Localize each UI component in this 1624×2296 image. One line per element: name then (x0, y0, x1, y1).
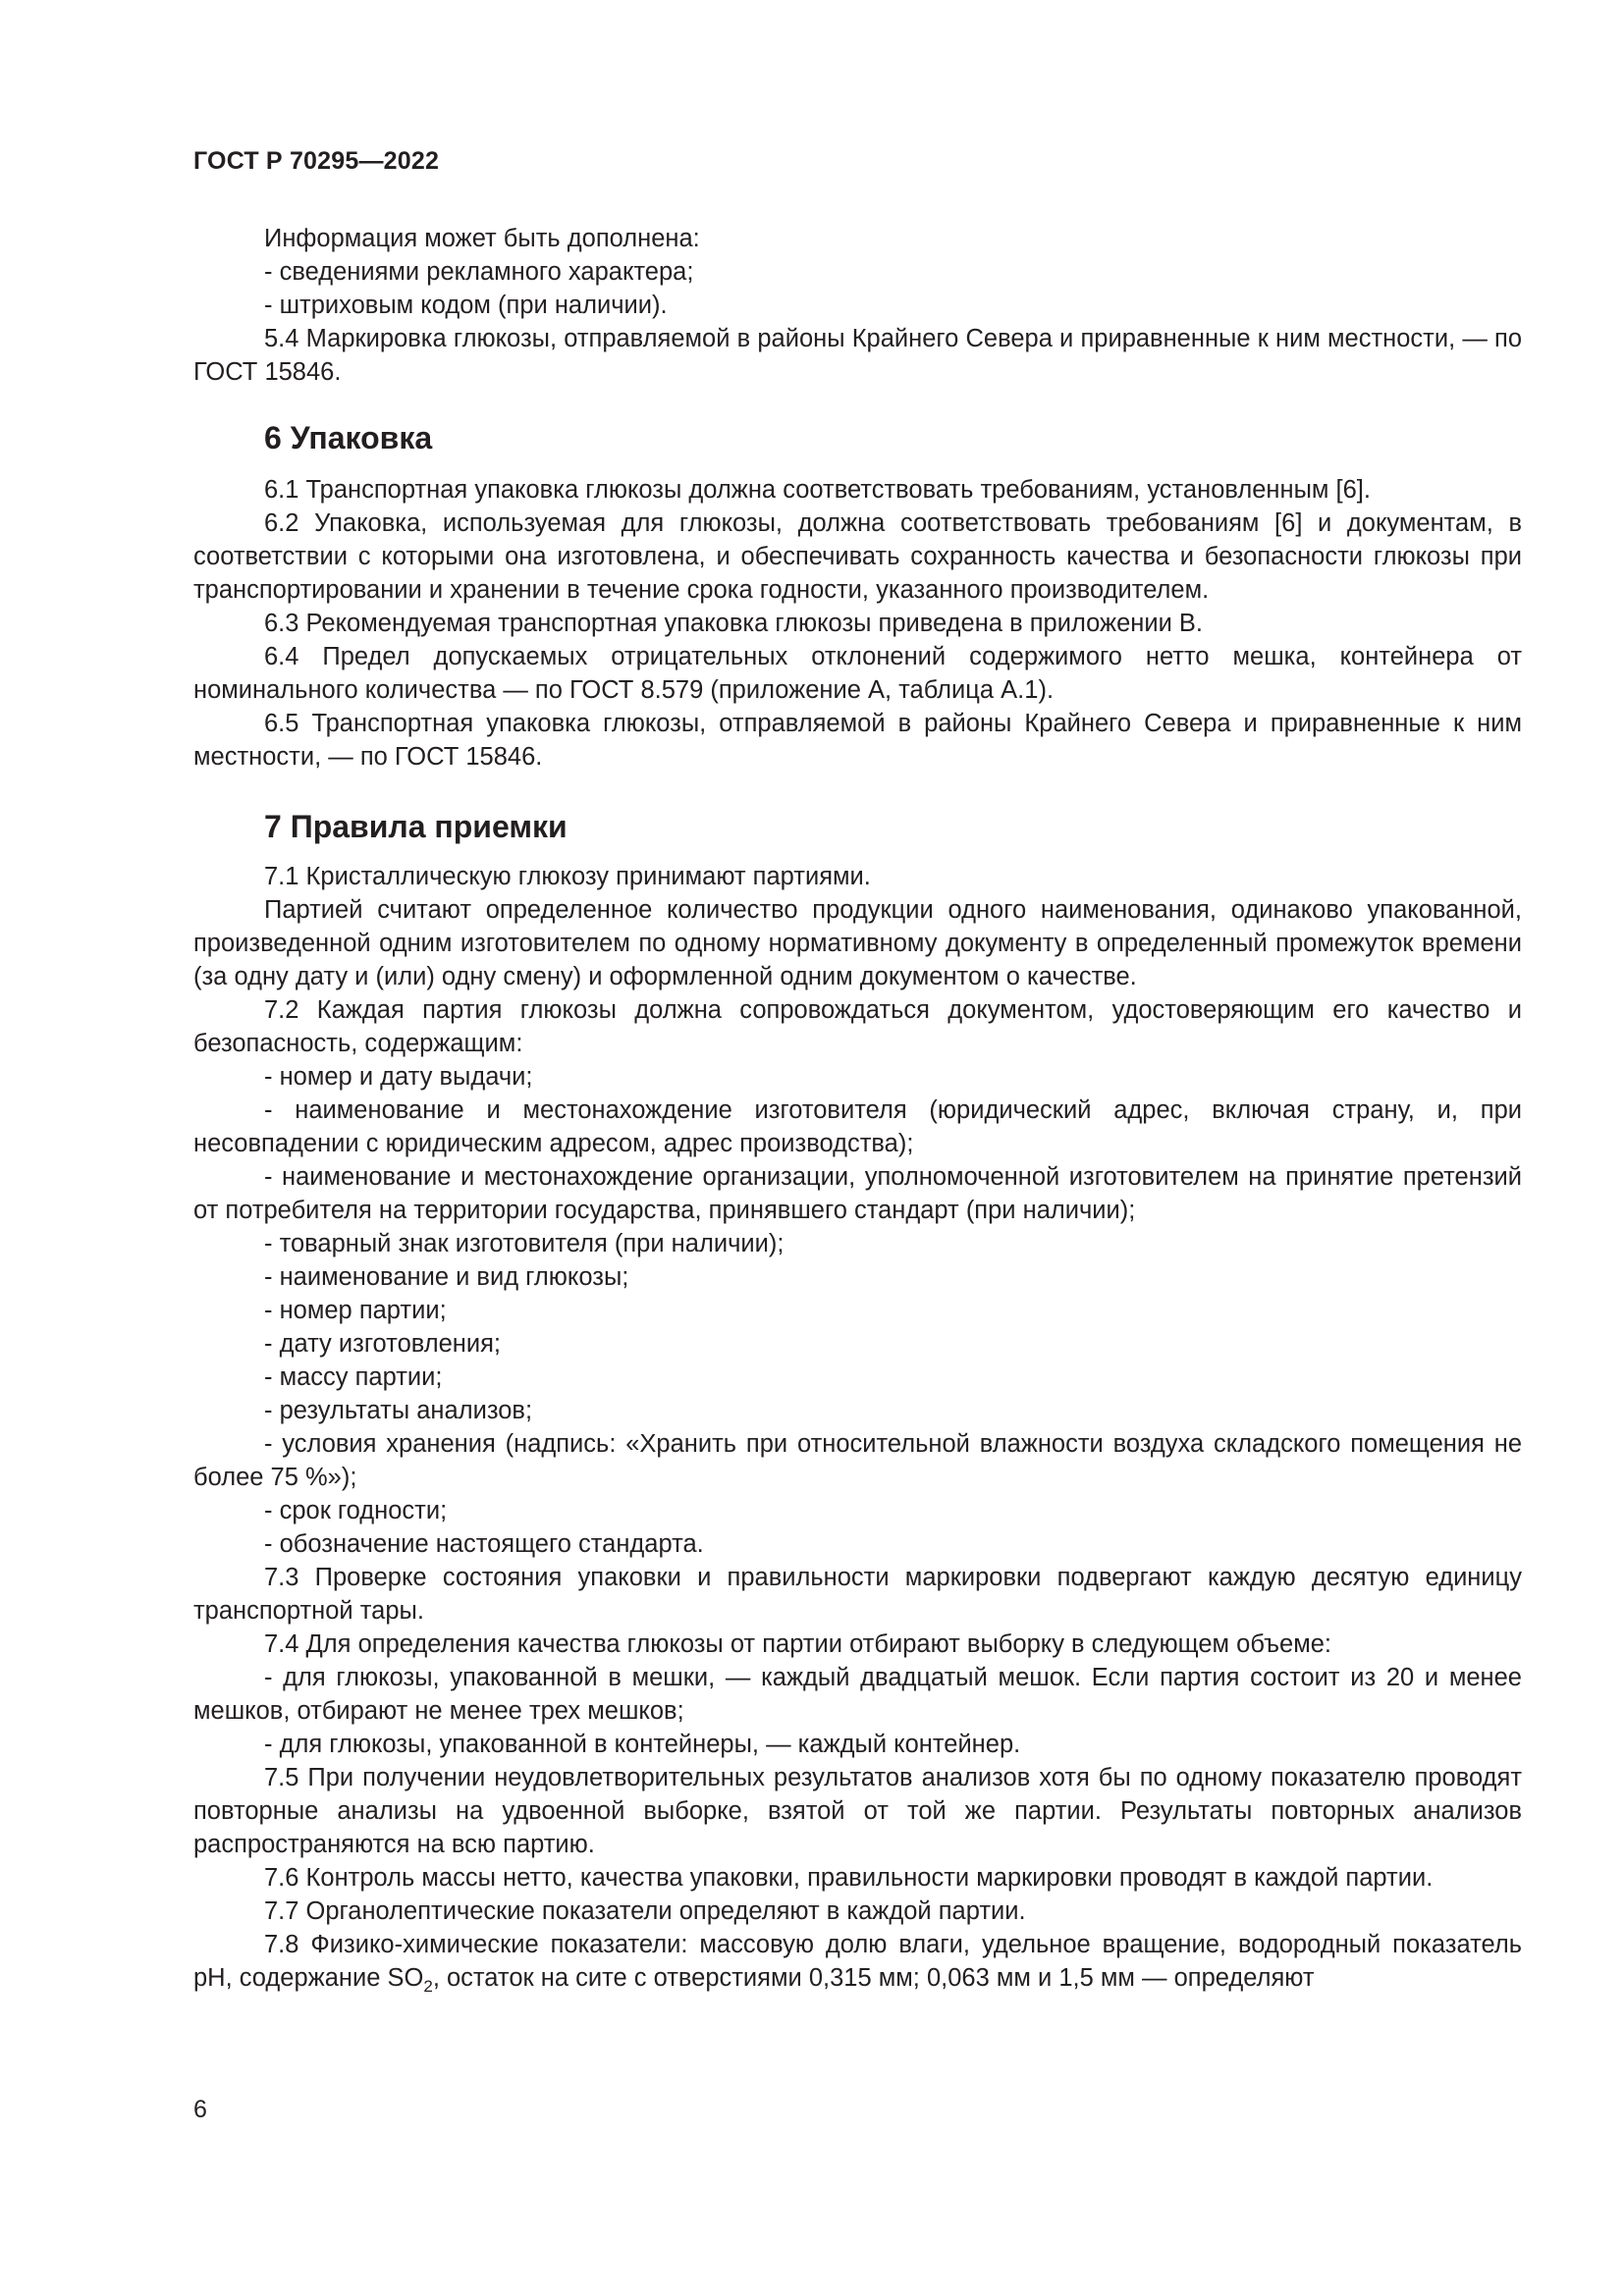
subscript: 2 (423, 1977, 433, 1996)
list-item: - дату изготовления; (264, 1330, 501, 1358)
paragraph: Партией считают определенное количество продукции одного наименования, одинаково упакованной, произведенной одним изготовителем по одному нормативному документу в определенный промежуток времени (за одну дату и (или) одну смену) и оформленной одним документом о качестве. (193, 896, 1522, 990)
paragraph: 7.4 Для определения качества глюкозы от партии отбирают выборку в следующем объеме: (264, 1630, 1332, 1658)
list-item: - обозначение настоящего стандарта. (264, 1530, 704, 1558)
section-6-heading: 6 Упаковка (264, 420, 433, 455)
list-item: - штриховым кодом (при наличии). (264, 292, 668, 319)
paragraph-text: , остаток на сите с отверстиями 0,315 мм; 0,063 мм и 1,5 мм — определяют (432, 1964, 1315, 1992)
list-item: - сведениями рекламного характера; (264, 258, 694, 286)
list-item: - для глюкозы, упакованной в мешки, — каждый двадцатый мешок. Если партия состоит из 20 и менее мешков, отбирают не менее трех мешков; (193, 1664, 1522, 1725)
paragraph-text: 7.8 Физико-химические показатели: массовую долю влаги, удельное вращение, водородный показатель pH, содержание SO (193, 1931, 1522, 1992)
list-item: - номер и дату выдачи; (264, 1063, 533, 1091)
list-item: - срок годности; (264, 1497, 448, 1524)
paragraph: 7.1 Кристаллическую глюкозу принимают партиями. (264, 863, 871, 890)
paragraph: 7.5 При получении неудовлетворительных результатов анализов хотя бы по одному показателю проводят повторные анализы на удвоенной выборке, взятой от той же партии. Результаты повторных анализов распространяются на всю партию. (193, 1764, 1522, 1858)
paragraph: 6.5 Транспортная упаковка глюкозы, отправляемой в районы Крайнего Севера и приравненные к ним местности, — по ГОСТ 15846. (193, 710, 1522, 771)
paragraph: 6.4 Предел допускаемых отрицательных отклонений содержимого нетто мешка, контейнера от номинального количества — по ГОСТ 8.579 (приложение А, таблица А.1). (193, 643, 1522, 704)
paragraph: Информация может быть дополнена: (264, 225, 700, 252)
list-item: - номер партии; (264, 1297, 447, 1324)
list-item: - товарный знак изготовителя (при наличии); (264, 1230, 785, 1257)
paragraph: 7.6 Контроль массы нетто, качества упаковки, правильности маркировки проводят в каждой партии. (264, 1864, 1434, 1892)
list-item: - для глюкозы, упакованной в контейнеры, — каждый контейнер. (264, 1731, 1021, 1758)
paragraph: 7.7 Органолептические показатели определяют в каждой партии. (264, 1897, 1026, 1925)
page-number: 6 (193, 2096, 207, 2123)
list-item: - результаты анализов; (264, 1397, 533, 1424)
paragraph-7-8 (193, 1928, 1522, 1995)
document-code-header: ГОСТ Р 70295—2022 (193, 147, 440, 175)
paragraph: 6.3 Рекомендуемая транспортная упаковка глюкозы приведена в приложении В. (264, 610, 1204, 637)
paragraph: 6.1 Транспортная упаковка глюкозы должна соответствовать требованиям, установленным [6]. (264, 476, 1371, 504)
paragraph: 7.2 Каждая партия глюкозы должна сопровождаться документом, удостоверяющим его качество и безопасность, содержащим: (193, 996, 1522, 1057)
list-item: - наименование и местонахождение организации, уполномоченной изготовителем на принятие претензий от потребителя на территории государства, принявшего стандарт (при наличии); (193, 1163, 1522, 1224)
list-item: - массу партии; (264, 1363, 443, 1391)
page-body (193, 222, 1522, 1995)
list-item: - наименование и вид глюкозы; (264, 1263, 629, 1291)
section-7-heading: 7 Правила приемки (264, 809, 568, 844)
list-item: - условия хранения (надпись: «Хранить при относительной влажности воздуха складского помещения не более 75 %»); (193, 1430, 1522, 1491)
paragraph: 5.4 Маркировка глюкозы, отправляемой в районы Крайнего Севера и приравненные к ним местности, — по ГОСТ 15846. (193, 325, 1522, 386)
paragraph: 7.3 Проверке состояния упаковки и правильности маркировки подвергают каждую десятую единицу транспортной тары. (193, 1564, 1522, 1625)
paragraph: 6.2 Упаковка, используемая для глюкозы, должна соответствовать требованиям [6] и документам, в соответствии с которыми она изготовлена, и обеспечивать сохранность качества и безопасности глюкозы при транспортировании и хранении в течение срока годности, указанного производителем. (193, 509, 1522, 604)
list-item: - наименование и местонахождение изготовителя (юридический адрес, включая страну, и, при несовпадении с юридическим адресом, адрес производства); (193, 1096, 1522, 1157)
